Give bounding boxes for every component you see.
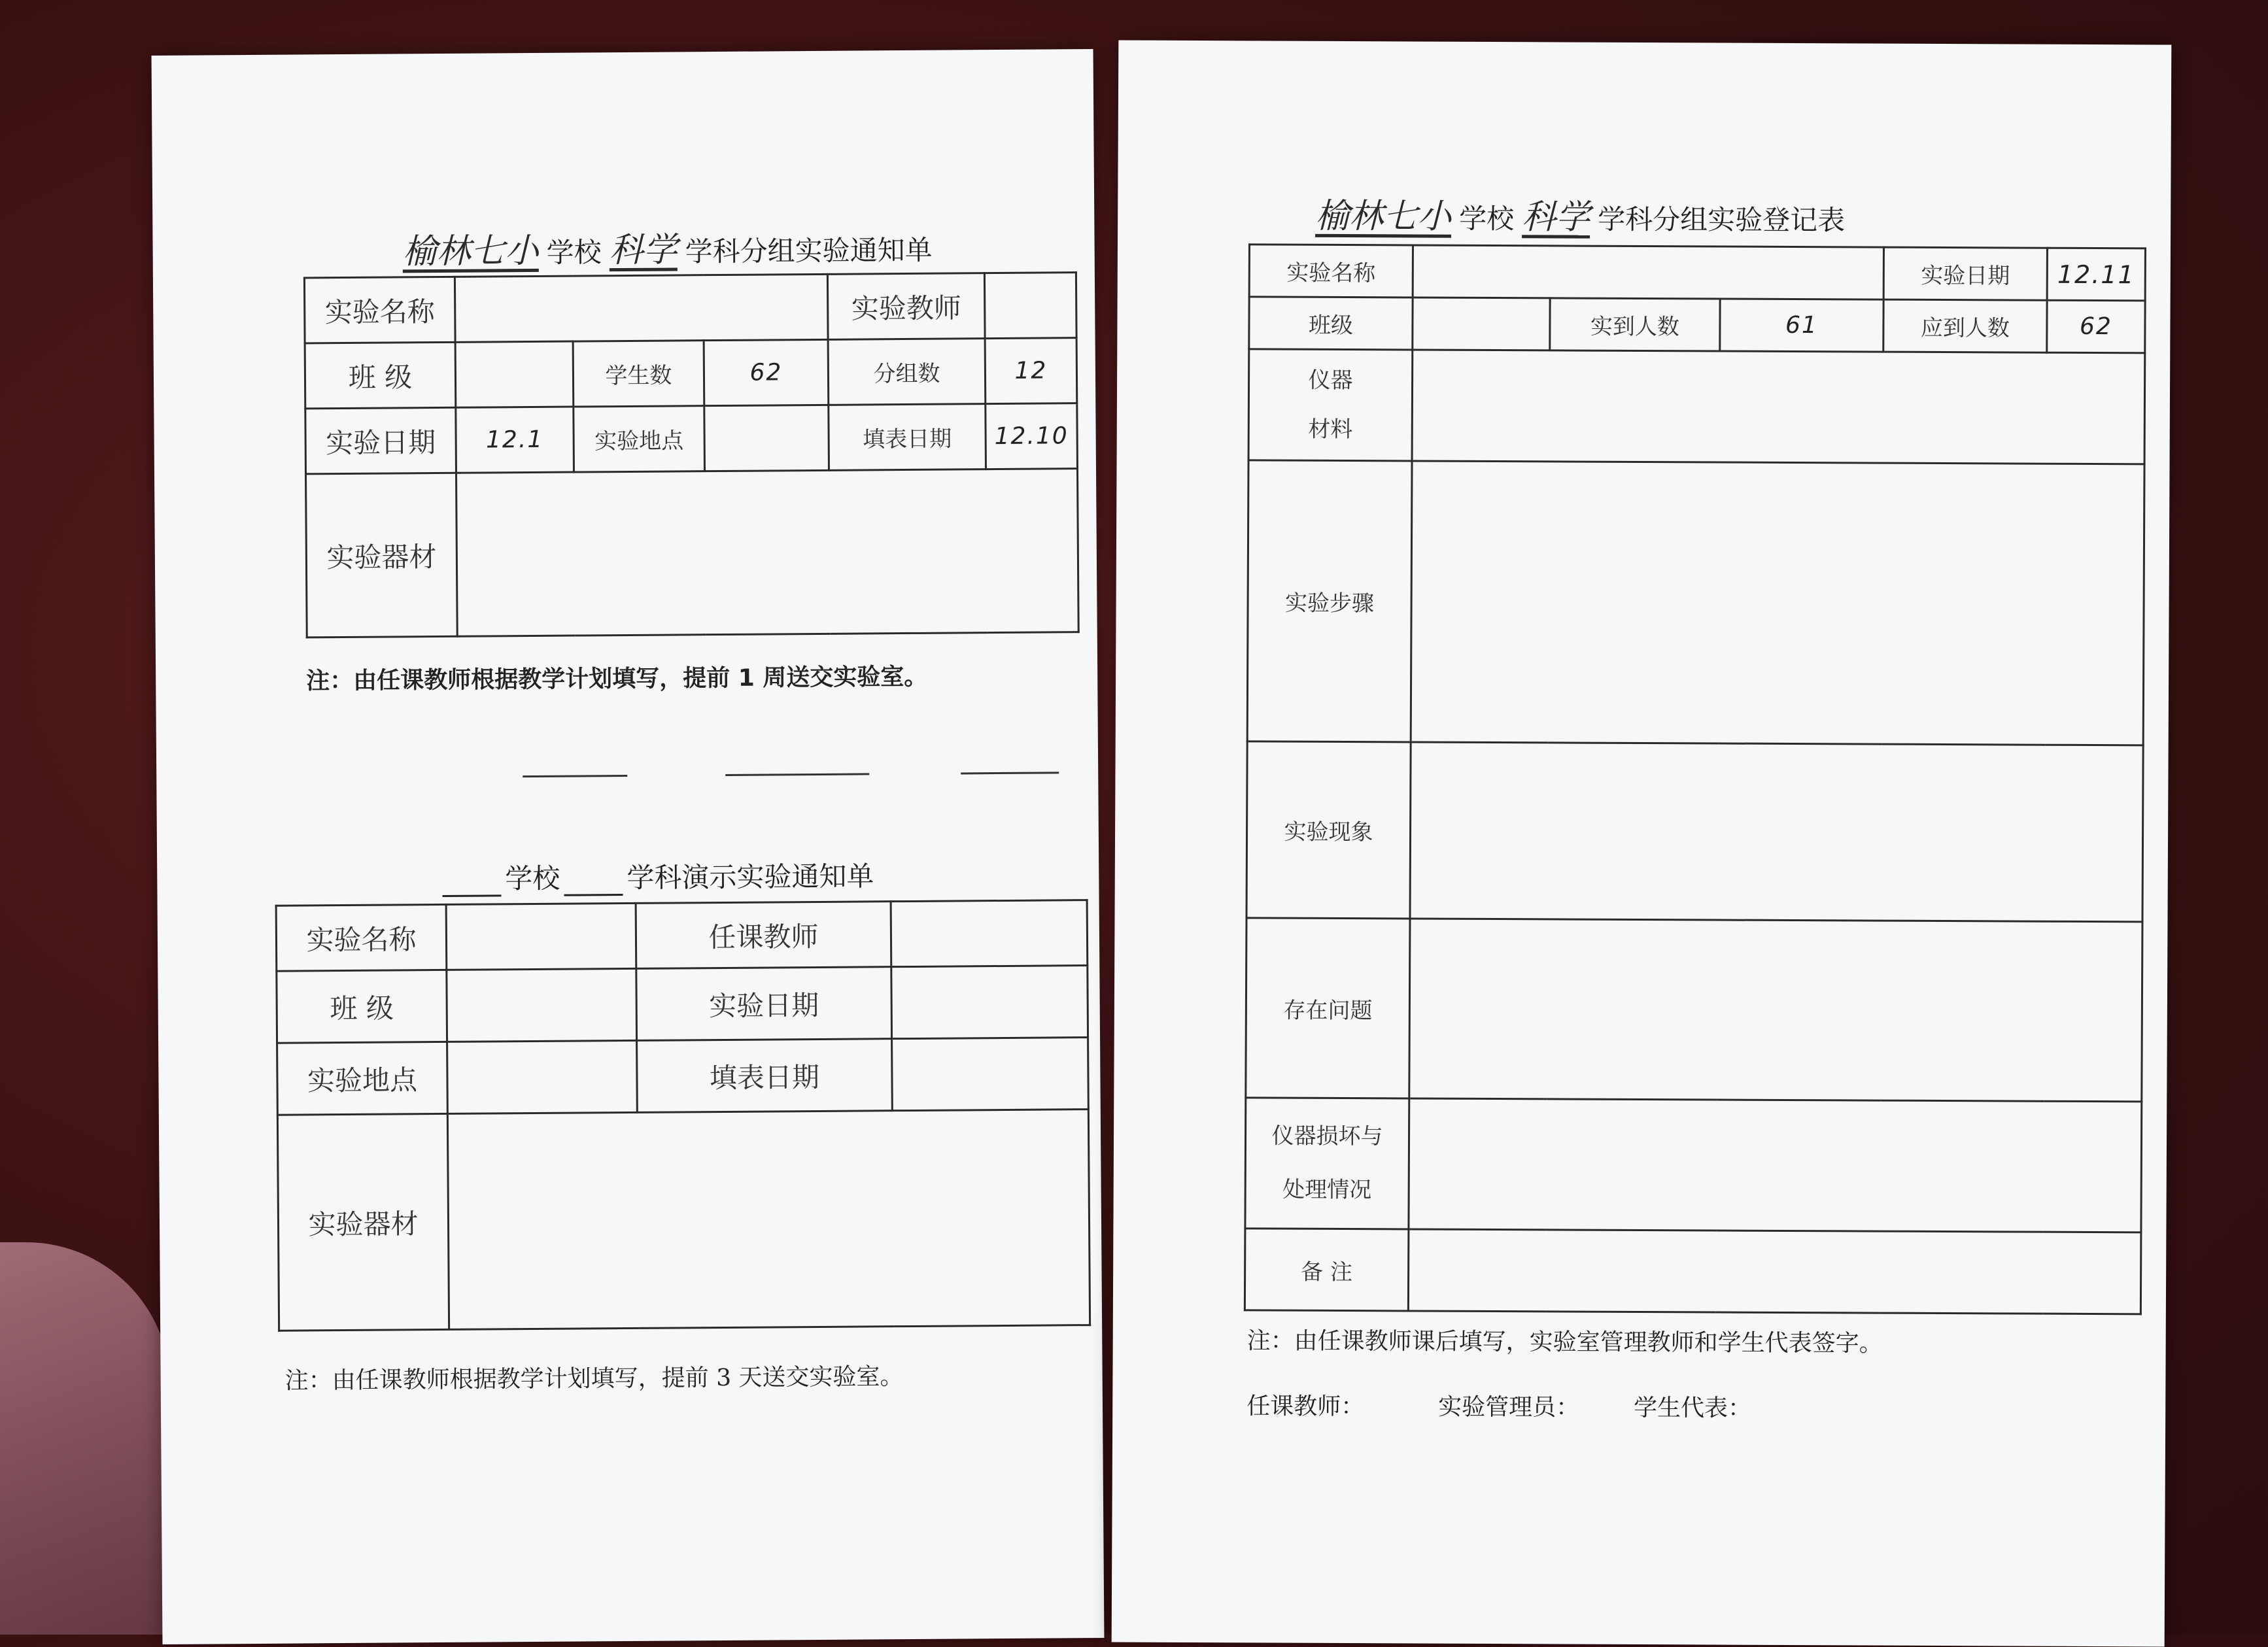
form1-group-count-value: 12 (985, 338, 1077, 404)
register-title (1307, 188, 1845, 240)
register-label-problems: 存在问题 (1246, 918, 1410, 1098)
form1-title-school-word: 学校 (546, 236, 601, 269)
register-damage-value (1409, 1098, 2142, 1232)
form1-exp-place-value (704, 405, 829, 471)
form1-exp-date-value: 12.1 (456, 407, 574, 473)
register-subject: 科学 (1514, 197, 1598, 237)
register-table (1244, 243, 2146, 1315)
left-sheet (152, 49, 1105, 1644)
register-label-damage-line1: 仪器损坏与 (1253, 1110, 1401, 1164)
register-step-1 (1419, 602, 2137, 605)
register-phenomenon-line1 (1418, 830, 2135, 834)
register-instruments-line2 (1420, 405, 2137, 409)
register-label-instruments: 仪器 (1256, 356, 1405, 405)
register-signatures (1246, 1387, 1751, 1423)
form2-title-rest: 学科演示实验通知单 (627, 860, 874, 894)
register-exp-name-value (1413, 245, 1883, 299)
register-label-exp-name: 实验名称 (1249, 245, 1413, 297)
form1-materials-line2 (464, 551, 1071, 554)
form2-label-exp-name: 实验名称 (276, 904, 447, 971)
register-title-rest: 学科分组实验登记表 (1598, 203, 1845, 237)
divider-dash (725, 773, 869, 776)
register-label-damage-line2: 处理情况 (1253, 1163, 1401, 1217)
register-label-phenomenon: 实验现象 (1246, 741, 1411, 919)
register-label-instruments-materials (1248, 349, 1413, 461)
form2-subject-blank (564, 868, 623, 896)
form1-label-materials: 实验器材 (306, 473, 458, 637)
form1-exp-name-value (455, 274, 828, 342)
form2-fill-date-blank (892, 1038, 1089, 1111)
form1-table (303, 271, 1080, 638)
form2-label-exp-place: 实验地点 (277, 1042, 448, 1115)
form2-label-teacher: 任课教师 (636, 902, 891, 969)
form2-title-school-word: 学校 (505, 862, 560, 895)
right-sheet (1112, 40, 2172, 1646)
register-steps-value (1411, 461, 2144, 745)
form2-label-fill-date: 填表日期 (637, 1039, 893, 1113)
register-title-school-word: 学校 (1459, 203, 1514, 235)
register-actual-count-value: 61 (1720, 299, 1883, 352)
register-class-value (1413, 297, 1550, 350)
register-instruments-value (1412, 350, 2145, 464)
form1-label-student-count: 学生数 (573, 341, 704, 407)
form2-class-blank (447, 968, 637, 1042)
form2-label-materials: 实验器材 (277, 1113, 449, 1331)
form2-title (438, 855, 874, 897)
register-step-4 (1419, 602, 2137, 605)
admin-sign-label: 实验管理员： (1438, 1394, 1579, 1421)
form2-materials-blank (447, 1110, 1090, 1330)
register-instruments-line1 (1420, 405, 2137, 409)
background-cloth (0, 1242, 170, 1635)
form2-note: 注：由任课教师根据教学计划填写，提前 3 天送交实验室。 (284, 1358, 903, 1396)
register-expected-count-value: 62 (2047, 300, 2145, 353)
divider-dash (961, 772, 1059, 774)
form2-teacher-blank (891, 900, 1088, 967)
register-label-actual-count: 实到人数 (1550, 298, 1720, 351)
register-label-expected-count: 应到人数 (1883, 299, 2047, 352)
form2-label-exp-date: 实验日期 (636, 967, 892, 1041)
register-exp-date-value: 12.11 (2047, 248, 2145, 301)
form1-class-value (455, 341, 574, 407)
form1-title-rest: 学科分组实验通知单 (685, 234, 933, 268)
register-label-class: 班级 (1249, 297, 1413, 350)
register-label-steps: 实验步骤 (1247, 460, 1412, 742)
register-label-damage (1245, 1098, 1409, 1229)
form1-label-class: 班 级 (305, 342, 456, 409)
register-label-exp-date: 实验日期 (1883, 247, 2047, 300)
form1-label-group-count: 分组数 (828, 339, 986, 405)
form1-student-count-value: 62 (704, 339, 829, 405)
form1-teacher-signature (984, 273, 1076, 339)
register-step-3 (1419, 602, 2137, 605)
register-phenomenon-line2 (1418, 830, 2135, 834)
form1-title (394, 220, 933, 273)
form1-note: 注：由任课教师根据教学计划填写，提前 1 周送交实验室。 (306, 658, 927, 696)
form2-exp-place-blank (447, 1040, 638, 1113)
register-problems-value (1409, 919, 2142, 1102)
form2-exp-date-blank (891, 966, 1088, 1039)
form1-materials-line1 (464, 551, 1071, 554)
register-phenomenon-value (1410, 742, 2143, 922)
form1-materials-value (456, 469, 1079, 637)
form2-exp-name-blank (446, 903, 636, 970)
register-step-2 (1419, 602, 2137, 605)
teacher-sign-label: 任课教师： (1246, 1393, 1364, 1420)
form1-label-exp-date: 实验日期 (305, 407, 456, 474)
student-sign-label: 学生代表： (1634, 1395, 1751, 1422)
register-note: 注：由任课教师课后填写，实验室管理教师和学生代表签字。 (1247, 1322, 1883, 1358)
form1-label-fill-date: 填表日期 (829, 404, 986, 471)
register-remarks-value (1408, 1229, 2141, 1314)
form1-fill-date-value: 12.10 (986, 403, 1078, 469)
form1-label-exp-place: 实验地点 (574, 406, 705, 472)
register-school: 榆林七小 (1307, 197, 1459, 237)
register-label-remarks: 备 注 (1245, 1229, 1409, 1311)
form1-subject: 科学 (601, 230, 685, 270)
form2-label-class: 班 级 (277, 970, 447, 1043)
divider-dash (523, 775, 627, 777)
register-label-materials: 材料 (1256, 405, 1405, 454)
form1-label-exp-name: 实验名称 (304, 277, 455, 343)
form1-school: 榆林七小 (394, 231, 546, 272)
form1-label-teacher: 实验教师 (827, 273, 985, 340)
form2-school-blank (442, 868, 501, 897)
form2-table (275, 899, 1091, 1332)
